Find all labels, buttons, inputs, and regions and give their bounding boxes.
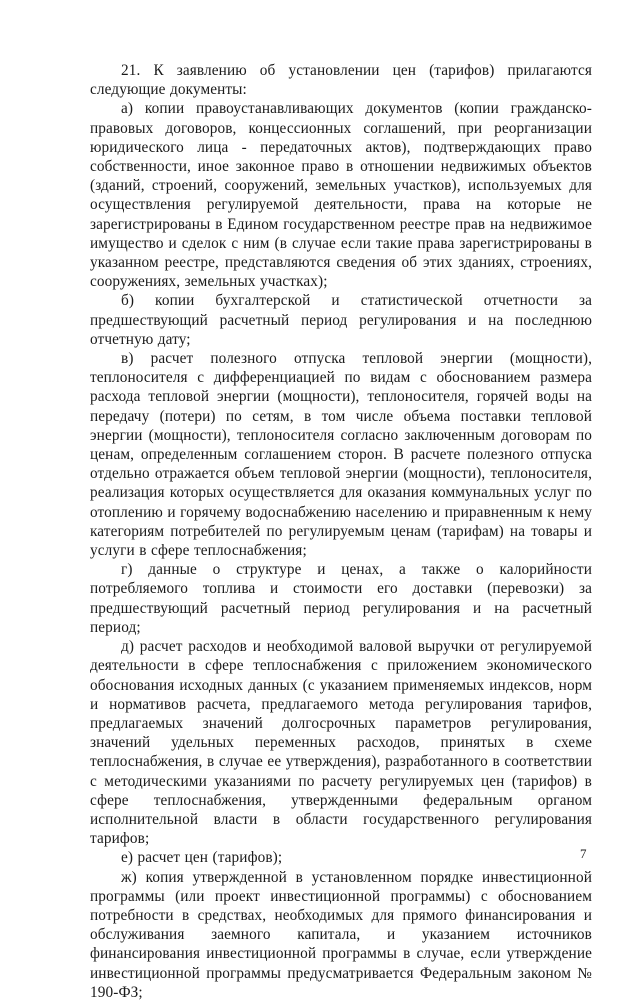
document-body (90, 61, 592, 1002)
paragraph-subitem-e: е) расчет цен (тарифов); (121, 849, 283, 867)
paragraph-subitem-v: в) расчет полезного отпуска тепловой энергии (мощности), теплоносителя с дифференциацией по видам с обоснованием размера расхода тепловой энергии (мощности), теплоносителя, горячей воды на передачу (потери) по сетям, в том числе объема поставки тепловой энергии (мощности), теплоносителя согласно заключенным договорам по ценам, определенным соглашением сторон. В расчете полезного отпуска отдельно отражается объем тепловой энергии (мощности), теплоносителя, реализация которых осуществляется для оказания коммунальных услуг по отоплению и горячему водоснабжению населению и приравненным к нему категориям потребителей по регулируемым ценам (тарифам) на товары и услуги в сфере теплоснабжения; (90, 350, 592, 560)
page-number: 7 (580, 846, 587, 861)
paragraph-subitem-a: а) копии правоустанавливающих документов (копии гражданско-правовых договоров, концессионных соглашений, при реорганизации юридического лица - передаточных актов), подтверждающих право собственности, иное законное право в отношении недвижимых объектов (зданий, строений, сооружений, земельных участков), используемых для осуществления регулируемой деятельности, права на которые не зарегистрированы в Едином государственном реестре прав на недвижимое имущество и сделок с ним (в случае если такие права зарегистрированы в указанном реестре, представляются сведения об этих зданиях, строениях, сооружениях, земельных участках); (90, 100, 592, 291)
paragraph-subitem-d: д) расчет расходов и необходимой валовой выручки от регулируемой деятельности в сфере теплоснабжения с приложением экономического обоснования исходных данных (с указанием применяемых индексов, норм и нормативов расчета, предлагаемого метода регулирования тарифов, предлагаемых значений долгосрочных параметров регулирования, значений удельных переменных расходов, принятых в схеме теплоснабжения, в случае ее утверждения), разработанного в соответствии с методическими указаниями по расчету регулируемых цен (тарифов) в сфере теплоснабжения, утвержденными федеральным органом исполнительной власти в области государственного регулирования тарифов; (90, 638, 592, 848)
paragraph-item-21: 21. К заявлению об установлении цен (тарифов) прилагаются следующие документы: (90, 62, 592, 99)
paragraph-subitem-zh: ж) копия утвержденной в установленном порядке инвестиционной программы (или проект инвестиционной программы) с обоснованием потребности в средствах, необходимых для прямого финансирования и обслуживания заемного капитала, и указанием источников финансирования инвестиционной программы в случае, если утверждение инвестиционной программы предусматривается Федеральным законом № 190-ФЗ; (90, 868, 592, 1001)
paragraph-subitem-g: г) данные о структуре и ценах, а также о калорийности потребляемого топлива и стоимости его доставки (перевозки) за предшествующий расчетный период регулирования и на расчетный период; (90, 561, 592, 636)
paragraph-subitem-b: б) копии бухгалтерской и статистической отчетности за предшествующий расчетный период регулирования и на последнюю отчетную дату; (90, 292, 592, 348)
